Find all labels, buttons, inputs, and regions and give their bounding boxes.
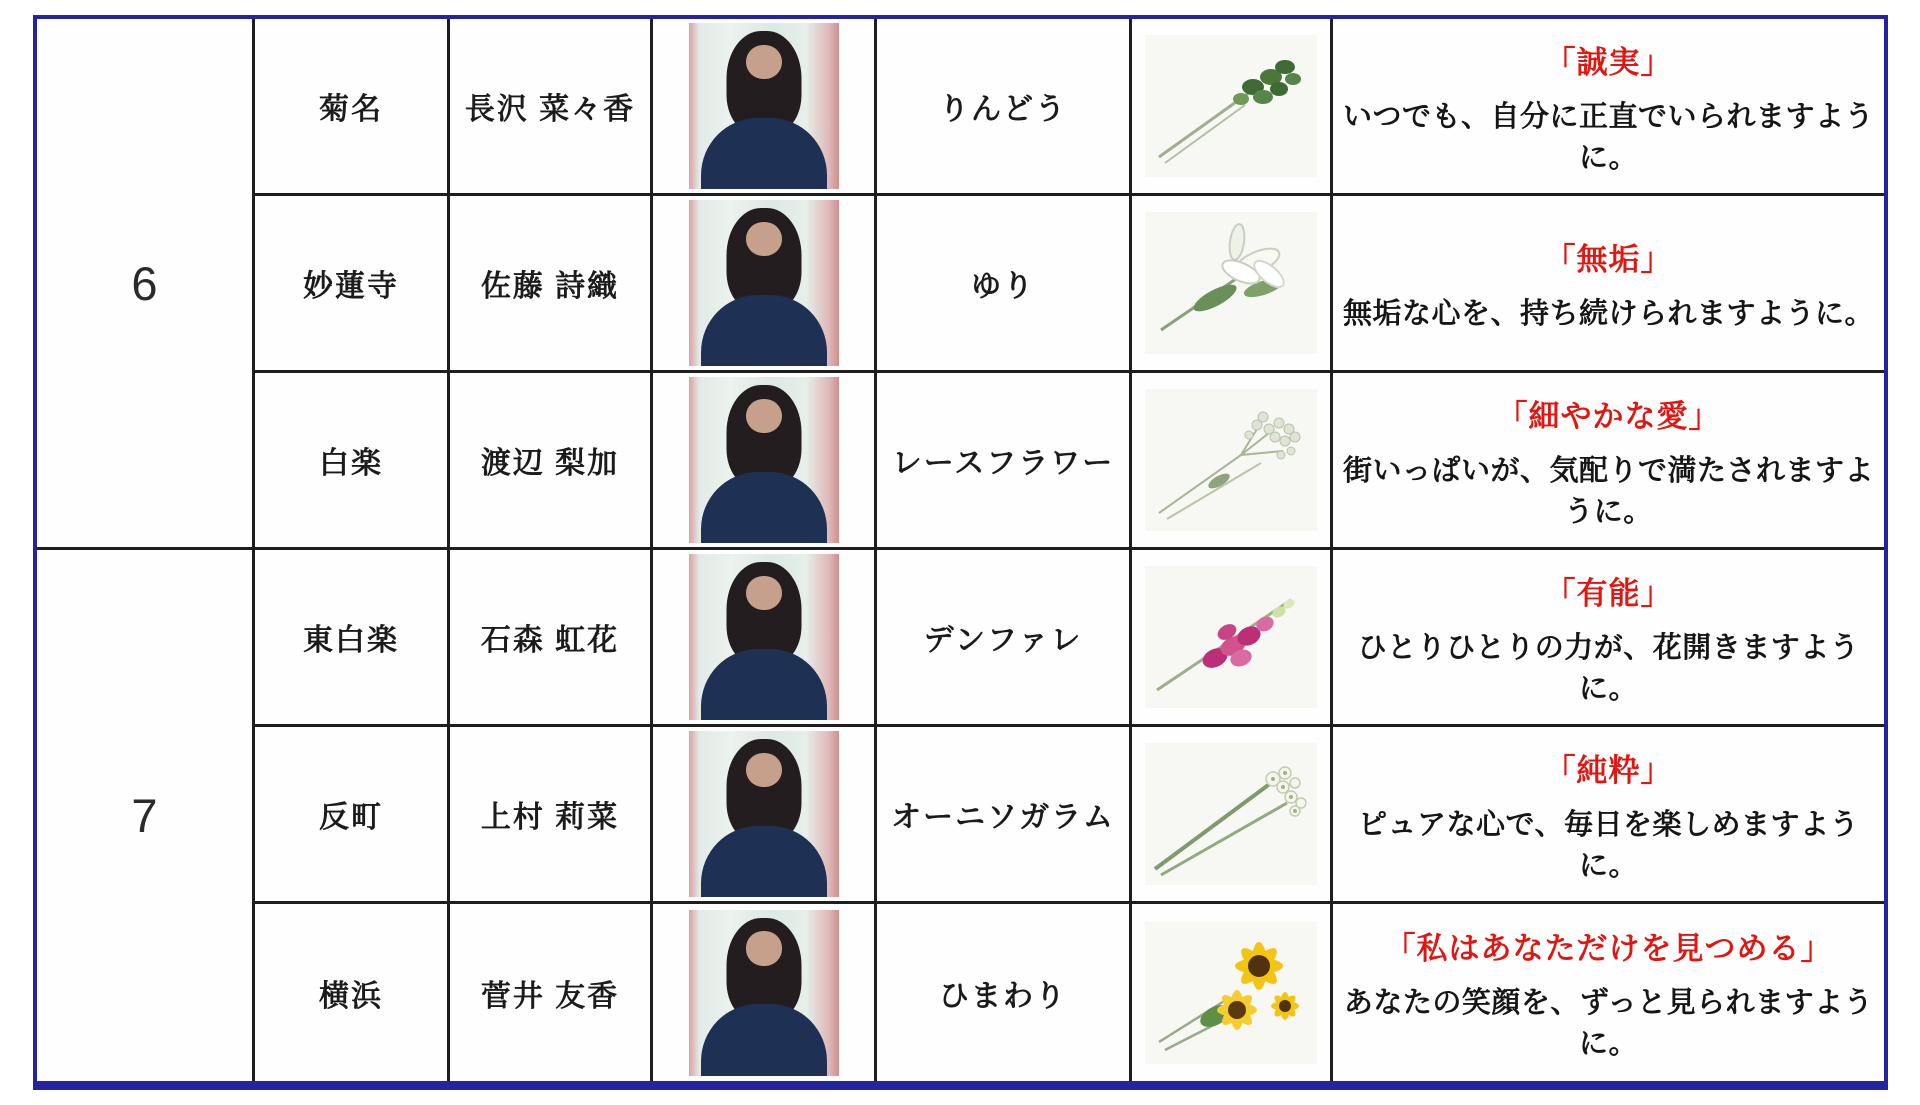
flower-meaning-desc: いつでも、自分に正直でいられますように。: [1342, 100, 1874, 174]
laceflower-flower-photo-icon: [1145, 389, 1317, 531]
flower-name-cell: [877, 550, 1132, 727]
member-navy-polo-silhouette: [701, 826, 827, 897]
member-photo: [689, 23, 839, 189]
member-face-silhouette: [746, 222, 782, 257]
member-photo-cell: [653, 19, 877, 196]
flower-meaning-desc: 無垢な心を、持ち続けられますように。: [1342, 298, 1874, 330]
station-cell: [255, 196, 450, 373]
flower-name: ゆり: [971, 270, 1035, 303]
station-flower-table: [33, 15, 1888, 1090]
flower-meaning-title: 「私はあなただけを見つめる」: [1384, 931, 1833, 966]
flower-meaning-desc: あなたの笑顔を、ずっと見られますように。: [1343, 987, 1874, 1060]
member-name: 菅井 友香: [480, 979, 620, 1013]
station-cell: [255, 19, 450, 196]
station-name: 東白楽: [303, 624, 399, 657]
member-photo-cell: [653, 904, 877, 1081]
member-face-silhouette: [746, 399, 782, 434]
member-navy-polo-silhouette: [701, 118, 827, 189]
member-photo-cell: [653, 727, 877, 904]
flower-meaning-cell: [1333, 373, 1884, 550]
member-navy-polo-silhouette: [701, 472, 827, 543]
flower-meaning-title: 「純粋」: [1544, 752, 1673, 788]
flower-meaning-cell: [1333, 727, 1884, 904]
member-face-silhouette: [746, 576, 782, 611]
flower-meaning-title: 「有能」: [1544, 575, 1673, 611]
member-name: 渡辺 梨加: [480, 447, 620, 480]
member-name-cell: [450, 373, 653, 550]
member-name: 上村 莉菜: [480, 801, 620, 834]
member-name-cell: [450, 727, 653, 904]
ornithogalum-flower-photo-icon: [1145, 743, 1317, 885]
member-photo: [689, 200, 839, 366]
member-name-cell: [450, 196, 653, 373]
flower-photo-cell: [1132, 373, 1333, 550]
member-navy-polo-silhouette: [701, 649, 827, 720]
member-face-silhouette: [746, 45, 782, 80]
flower-photo-cell: [1132, 904, 1333, 1081]
flower-meaning-title: 「細やかな愛」: [1496, 398, 1721, 434]
member-name: 長沢 菜々香: [464, 93, 636, 126]
station-name: 菊名: [319, 93, 383, 126]
flower-photo-cell: [1132, 550, 1333, 727]
sunflower-flower-photo-icon: [1145, 922, 1317, 1064]
flower-meaning-desc: 街いっぱいが、気配りで満たされますように。: [1342, 454, 1874, 528]
section-number: 6: [131, 256, 158, 310]
flower-name: りんどう: [939, 93, 1067, 126]
flower-meaning-cell: [1333, 550, 1884, 727]
member-name: 石森 虹花: [480, 624, 620, 657]
flower-name-cell: [877, 373, 1132, 550]
flower-photo-cell: [1132, 19, 1333, 196]
member-photo: [689, 554, 839, 720]
member-name-cell: [450, 904, 653, 1081]
section-number-cell: [37, 550, 255, 1081]
member-name: 佐藤 詩織: [480, 270, 620, 303]
flower-name: オーニソガラム: [891, 801, 1115, 834]
member-photo-cell: [653, 373, 877, 550]
flower-name-cell: [877, 904, 1132, 1081]
dendrobium-flower-photo-icon: [1145, 566, 1317, 708]
flower-meaning-title: 「誠実」: [1544, 44, 1673, 80]
flower-name: デンファレ: [923, 624, 1083, 657]
member-navy-polo-silhouette: [701, 1004, 827, 1075]
lily-flower-photo-icon: [1145, 212, 1317, 354]
member-photo: [689, 731, 839, 897]
flower-meaning-cell: [1333, 196, 1884, 373]
member-name-cell: [450, 19, 653, 196]
flower-meaning-desc: ピュアな心で、毎日を楽しめますように。: [1358, 808, 1859, 882]
station-cell: [255, 727, 450, 904]
section-number-cell: [37, 19, 255, 550]
flower-meaning-desc: ひとりひとりの力が、花開きますように。: [1357, 631, 1860, 705]
station-name: 横浜: [319, 979, 383, 1013]
station-name: 反町: [319, 801, 383, 834]
flower-photo-cell: [1132, 196, 1333, 373]
flower-meaning-title: 「無垢」: [1544, 242, 1673, 277]
member-name-cell: [450, 550, 653, 727]
member-photo: [689, 377, 839, 543]
member-face-silhouette: [746, 931, 782, 966]
flower-name-cell: [877, 727, 1132, 904]
station-name: 白楽: [319, 447, 383, 480]
flower-meaning-cell: [1333, 904, 1884, 1081]
flower-name-cell: [877, 19, 1132, 196]
member-photo-cell: [653, 196, 877, 373]
member-photo: [689, 910, 839, 1076]
member-photo-cell: [653, 550, 877, 727]
member-navy-polo-silhouette: [701, 295, 827, 366]
station-name: 妙蓮寺: [303, 270, 399, 303]
station-cell: [255, 550, 450, 727]
gentian-flower-photo-icon: [1145, 35, 1317, 177]
flower-name: ひまわり: [939, 979, 1067, 1013]
section-number: 7: [131, 789, 158, 842]
flower-photo-cell: [1132, 727, 1333, 904]
flower-meaning-cell: [1333, 19, 1884, 196]
flower-name-cell: [877, 196, 1132, 373]
flower-name: レースフラワー: [891, 447, 1115, 480]
member-face-silhouette: [746, 753, 782, 788]
station-cell: [255, 904, 450, 1081]
station-cell: [255, 373, 450, 550]
